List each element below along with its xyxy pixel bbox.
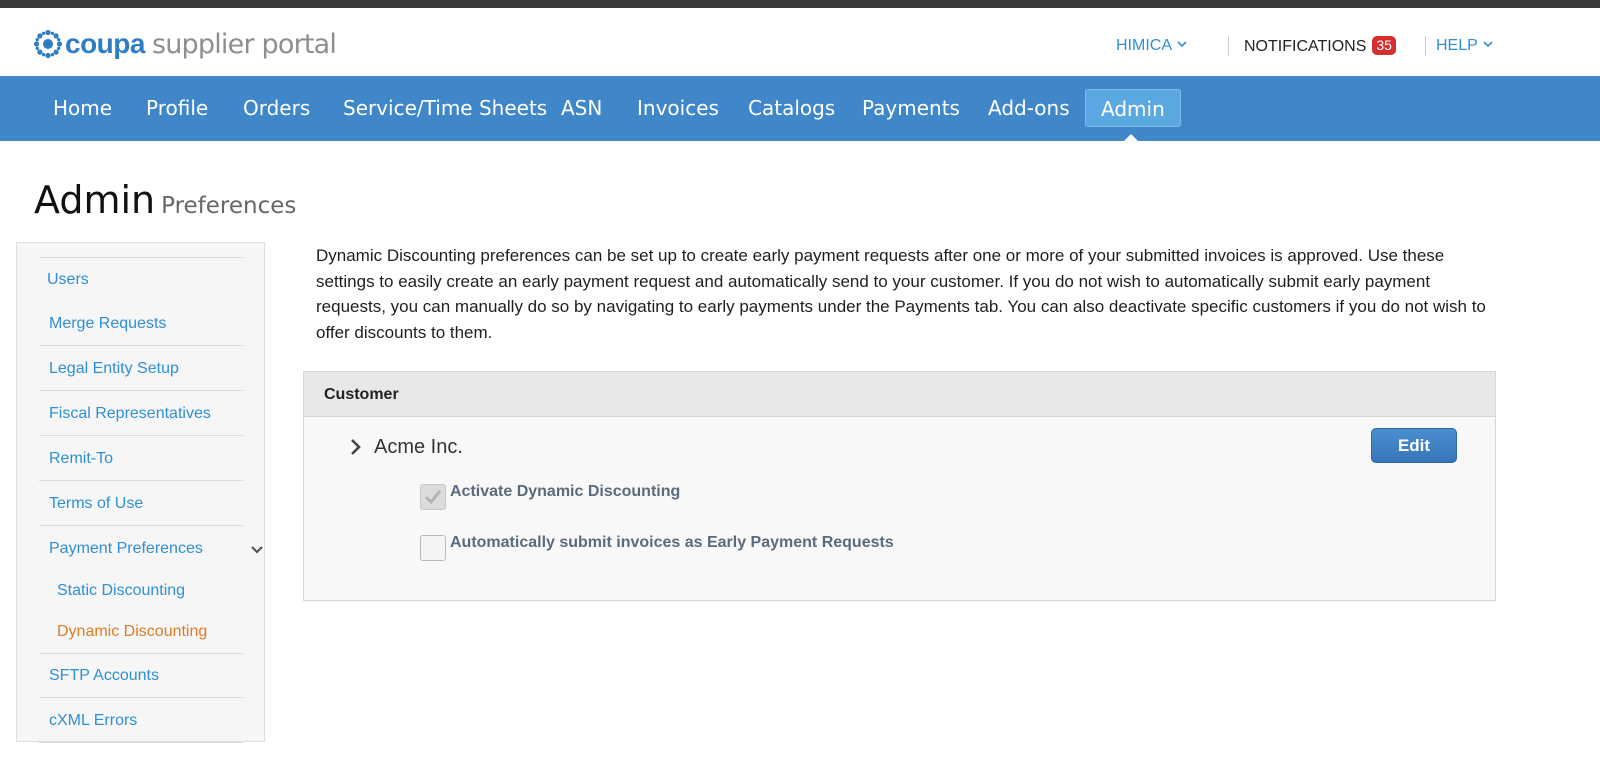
nav-orders[interactable]: Orders: [243, 96, 311, 120]
sidebar-item-static-discounting[interactable]: Static Discounting: [57, 582, 186, 599]
activate-dynamic-discounting-label: Activate Dynamic Discounting: [450, 483, 681, 500]
sidebar-item-users[interactable]: Users: [47, 271, 89, 288]
nav-catalogs[interactable]: Catalogs: [748, 96, 836, 120]
divider: [1228, 36, 1229, 56]
sidebar-item-fiscal-representatives[interactable]: Fiscal Representatives: [49, 405, 211, 422]
page-subtitle: Preferences: [161, 193, 297, 219]
divider: [39, 390, 243, 391]
notifications-label: NOTIFICATIONS: [1244, 38, 1367, 55]
chevron-down-icon: [1177, 41, 1187, 48]
nav-profile[interactable]: Profile: [146, 96, 209, 120]
intro-text: Dynamic Discounting preferences can be set up to create early payment requests after one or more of your submitted invoices is approved. Use these settings to easily create an early payment request and automatically send to your customer. If you do not wish to automatically submit early payment requests, you can manually do so by navigating to early payments under the Payments tab. You can also deactivate specific customers if you do not wish to offer discounts to them.: [316, 246, 1486, 342]
nav-payments[interactable]: Payments: [862, 96, 960, 120]
user-menu[interactable]: [1116, 37, 1187, 55]
nav-admin[interactable]: Admin: [1085, 89, 1181, 127]
admin-sidebar: [16, 242, 265, 742]
divider: [39, 653, 243, 654]
page-title: [34, 178, 296, 222]
divider: [39, 480, 243, 481]
logo-brand-text: coupa: [65, 28, 145, 59]
customer-name[interactable]: Acme Inc.: [374, 436, 463, 458]
header: [0, 8, 1600, 76]
divider: [39, 697, 243, 698]
sidebar-item-dynamic-discounting[interactable]: Dynamic Discounting: [57, 623, 208, 640]
divider: [39, 435, 243, 436]
nav-invoices[interactable]: Invoices: [637, 96, 719, 120]
auto-submit-early-payment-label: Automatically submit invoices as Early Payment Requests: [450, 534, 894, 551]
logo-product-text: supplier portal: [151, 28, 337, 60]
help-menu-label: HELP: [1436, 37, 1478, 54]
main-nav: [0, 76, 1600, 141]
divider: [1425, 36, 1426, 56]
chevron-down-icon: [1483, 41, 1493, 48]
auto-submit-early-payment-checkbox[interactable]: [420, 535, 446, 561]
sidebar-item-terms-of-use[interactable]: Terms of Use: [49, 495, 144, 512]
help-menu[interactable]: [1436, 37, 1493, 55]
page-title-main: Admin: [34, 178, 156, 222]
table-header: [304, 372, 1495, 417]
nav-asn[interactable]: ASN: [561, 96, 603, 120]
divider: [39, 257, 243, 258]
browser-top-strip: [0, 0, 1600, 8]
chevron-down-icon: [250, 543, 264, 557]
coupa-sunburst-icon: [33, 29, 63, 59]
divider: [39, 345, 243, 346]
sidebar-item-sftp-accounts[interactable]: SFTP Accounts: [49, 667, 159, 684]
activate-dynamic-discounting-checkbox[interactable]: [420, 484, 446, 510]
nav-home[interactable]: Home: [53, 96, 113, 120]
column-header-customer: Customer: [324, 386, 399, 403]
sidebar-item-payment-preferences[interactable]: [49, 540, 253, 558]
sidebar-item-label: Payment Preferences: [49, 540, 203, 557]
user-menu-label: HIMICA: [1116, 37, 1172, 54]
checkmark-icon: [424, 488, 442, 506]
coupa-logo[interactable]: [33, 26, 336, 62]
sidebar-item-remit-to[interactable]: Remit-To: [49, 450, 114, 467]
divider: [39, 742, 243, 743]
sidebar-item-cxml-errors[interactable]: cXML Errors: [49, 712, 138, 729]
sidebar-item-legal-entity-setup[interactable]: Legal Entity Setup: [49, 360, 179, 377]
nav-add-ons[interactable]: Add-ons: [988, 96, 1070, 120]
divider: [39, 525, 243, 526]
chevron-right-icon[interactable]: [349, 438, 363, 456]
nav-service-time-sheets[interactable]: Service/Time Sheets: [343, 96, 548, 120]
notifications-link[interactable]: [1244, 36, 1396, 56]
notifications-count-badge: 35: [1372, 36, 1396, 55]
customer-table: [303, 371, 1496, 601]
sidebar-item-merge-requests[interactable]: Merge Requests: [49, 315, 167, 332]
edit-button[interactable]: Edit: [1371, 428, 1457, 463]
active-tab-caret: [1122, 134, 1140, 143]
